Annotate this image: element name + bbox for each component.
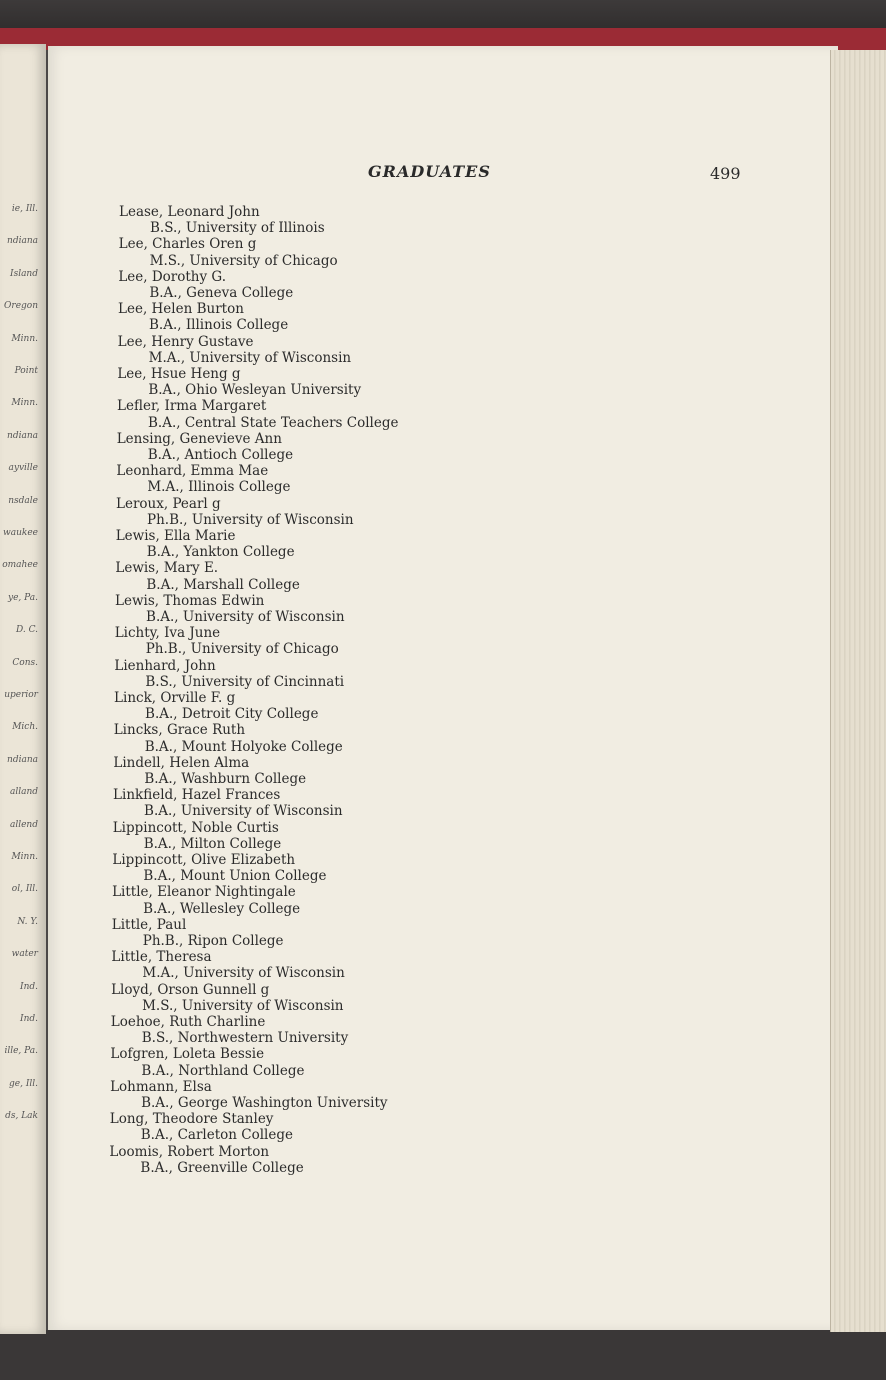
graduate-name: Lee, Henry Gustave [117,333,254,350]
graduate-name: Lewis, Ella Marie [115,528,236,544]
graduate-degree: B.A., Milton College [143,835,282,852]
left-page-fragment: ndiana [7,754,38,765]
graduate-name: Linck, Orville F. g [114,690,236,706]
left-page-fragment: Ind. [20,1014,38,1024]
graduate-degree: B.A., Wellesley College [143,900,301,917]
left-page-fragment: waukee [3,528,38,538]
graduate-name: Lee, Dorothy G. [118,268,227,285]
graduate-name: Lefler, Irma Margaret [117,398,267,415]
left-page-fragment: ille, Pa. [4,1046,38,1057]
graduate-name: Loehoe, Ruth Charline [110,1014,266,1030]
graduate-name: Lippincott, Olive Elizabeth [112,852,296,868]
graduate-name: Lofgren, Loleta Bessie [110,1046,265,1063]
page-header [48,158,838,188]
graduate-name: Lohmann, Elsa [110,1078,212,1095]
graduate-name: Loomis, Robert Morton [109,1143,270,1160]
graduate-degree: B.A., Washburn College [144,771,307,787]
left-page-fragment: nsdale [8,495,38,506]
page-stack-edge [830,50,886,1332]
left-page-fragment: Cons. [12,657,38,668]
left-page-fragment: uperior [4,690,38,700]
left-page-fragment: ge, Ill. [9,1078,38,1089]
graduate-degree: B.A., University of Wisconsin [144,803,343,820]
graduate-name: Little, Theresa [111,949,212,966]
graduate-degree: B.A., Illinois College [149,317,289,334]
graduate-name: Lee, Charles Oren g [118,236,257,253]
left-page-fragment: Point [14,366,38,376]
left-page-fragment: ds, Lak [5,1111,38,1122]
graduate-name: Lewis, Thomas Edwin [115,592,265,609]
graduate-name: Lease, Leonard John [119,204,260,220]
left-page-fragment: Ind. [20,981,38,992]
graduate-degree: B.A., George Washington University [141,1095,388,1111]
graduate-degree: B.A., Carleton College [140,1127,293,1144]
graduate-name: Lichty, Iva June [114,625,221,642]
left-page-fragment: allend [9,819,38,830]
left-page-fragment: N. Y. [17,916,38,927]
graduate-degree: Ph.B., University of Chicago [145,641,339,658]
left-page-fragment: omahee [2,560,38,571]
graduate-name: Lloyd, Orson Gunnell g [111,981,270,998]
left-page-fragment: ie, Ill. [11,204,38,214]
graduate-degree: B.S., University of Illinois [150,220,325,237]
graduate-degree: B.A., Geneva College [149,285,294,301]
graduate-name: Lee, Hsue Heng g [117,366,241,382]
left-page-fragment: ndiana [7,236,38,247]
left-page-fragment: Island [10,268,38,279]
graduate-name: Lensing, Genevieve Ann [116,430,282,447]
graduate-degree: B.A., Marshall College [146,576,300,593]
graduate-degree: B.A., Mount Holyoke College [144,738,343,755]
graduate-degree: B.A., Northland College [141,1062,305,1079]
graduate-degree: M.A., Illinois College [147,479,291,496]
graduate-name: Lewis, Mary E. [115,560,219,577]
left-page-fragment: Mich. [12,722,38,733]
graduate-degree: B.A., Yankton College [146,544,295,561]
graduate-name: Lee, Helen Burton [118,301,244,318]
graduate-name: Linkfield, Hazel Frances [113,787,281,804]
graduate-name: Lippincott, Noble Curtis [112,819,279,836]
graduate-name: Lincks, Grace Ruth [113,722,246,739]
graduate-name: Long, Theodore Stanley [109,1111,274,1128]
graduate-degree: B.A., Detroit City College [145,706,319,723]
graduate-degree: B.A., University of Wisconsin [146,609,345,625]
graduate-degree: M.S., University of Chicago [149,252,338,269]
page-number: 499 [710,164,741,183]
graduate-name: Little, Paul [111,916,187,933]
graduate-degree: B.A., Central State Teachers College [148,414,399,431]
graduate-name: Lindell, Helen Alma [113,754,250,771]
graduate-degree: B.A., Greenville College [140,1159,304,1176]
graduate-degree: B.S., Northwestern University [141,1030,349,1047]
left-page-fragment: D. C. [15,625,38,636]
left-page-fragment: ye, Pa. [7,592,38,603]
book-bottom-edge [0,1330,886,1380]
left-page-fragment: alland [9,787,38,798]
graduate-name: Little, Eleanor Nightingale [112,884,296,901]
left-page-fragment: Minn. [11,333,38,344]
left-page-fragment: Minn. [11,398,38,409]
left-page-margin [0,44,46,1334]
left-page-fragment: ol, Ill. [11,884,38,895]
left-page-fragment: water [11,949,38,960]
left-page-fragment: ayville [8,463,38,474]
page-title: GRADUATES [368,162,491,181]
graduate-degree: M.S., University of Wisconsin [142,997,344,1014]
left-page-fragment: ndiana [7,430,38,441]
graduate-degree: B.S., University of Cincinnati [145,673,345,690]
graduate-degree: B.A., Antioch College [147,447,294,463]
graduate-name: Leroux, Pearl g [116,495,221,512]
graduate-degree: M.A., University of Wisconsin [148,349,352,366]
left-page-fragment: Oregon [4,301,38,312]
graduate-degree: Ph.B., Ripon College [142,933,284,949]
graduate-name: Leonhard, Emma Mae [116,463,269,480]
graduate-name: Lienhard, John [114,657,216,674]
left-page-fragment: Minn. [11,852,38,862]
graduate-degree: B.A., Mount Union College [143,868,327,885]
graduate-degree: M.A., University of Wisconsin [142,965,345,982]
graduate-degree: Ph.B., University of Wisconsin [147,511,354,528]
graduate-degree: B.A., Ohio Wesleyan University [148,382,362,399]
